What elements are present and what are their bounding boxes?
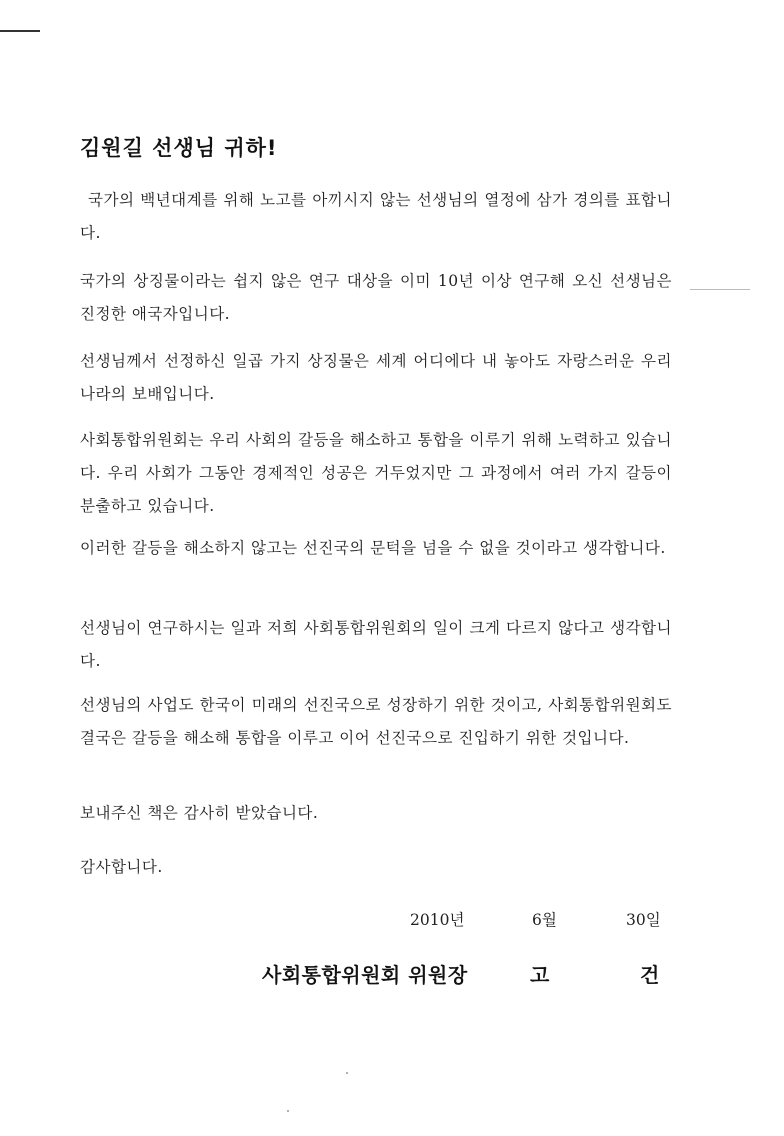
signature-surname: 고	[530, 963, 550, 987]
letter-paragraph: 국가의 상징물이라는 쉽지 않은 연구 대상을 이미 10년 이상 연구해 오신 선생님은 진정한 애국자입니다.	[80, 272, 672, 323]
letter-paragraph: 선생님이 연구하시는 일과 저희 사회통합위원회의 일이 크게 다르지 않다고 생각합니다.	[80, 619, 672, 670]
letter-paragraph: 국가의 백년대계를 위해 노고를 아끼시지 않는 선생님의 열정에 삼가 경의를 표합니다.	[80, 191, 672, 242]
date-month: 6월	[532, 911, 557, 929]
letter-signature	[0, 955, 784, 991]
letter-paragraph: 감사합니다.	[80, 858, 163, 876]
letter-paragraph: 선생님의 사업도 한국이 미래의 선진국으로 성장하기 위한 것이고, 사회통합위원회도 결국은 갈등을 해소해 통합을 이루고 이어 선진국으로 진입하기 위한 것입니다.	[80, 696, 672, 747]
date-year: 2010년	[410, 911, 465, 929]
letter-date	[0, 904, 784, 934]
letter-paragraph: 보내주신 책은 감사히 받았습니다.	[80, 804, 319, 822]
letter-paragraph: 이러한 갈등을 해소하지 않고는 선진국의 문턱을 넘을 수 없을 것이라고 생각합니다.	[80, 539, 666, 557]
signature-title: 사회통합위원회 위원장	[262, 963, 468, 987]
signature-given-name: 건	[640, 963, 660, 987]
letter-paragraph: 선생님께서 선정하신 일곱 가지 상징물은 세계 어디에다 내 놓아도 자랑스러운 우리나라의 보배입니다.	[80, 352, 672, 403]
letter-salutation: 김원길 선생님 귀하!	[80, 136, 278, 160]
date-day: 30일	[626, 911, 661, 929]
letter-paragraph: 사회통합위원회는 우리 사회의 갈등을 해소하고 통합을 이루기 위해 노력하고 있습니다. 우리 사회가 그동안 경제적인 성공은 거두었지만 그 과정에서 여러 가지 갈등이 분출하고 있습니다.	[80, 431, 672, 515]
